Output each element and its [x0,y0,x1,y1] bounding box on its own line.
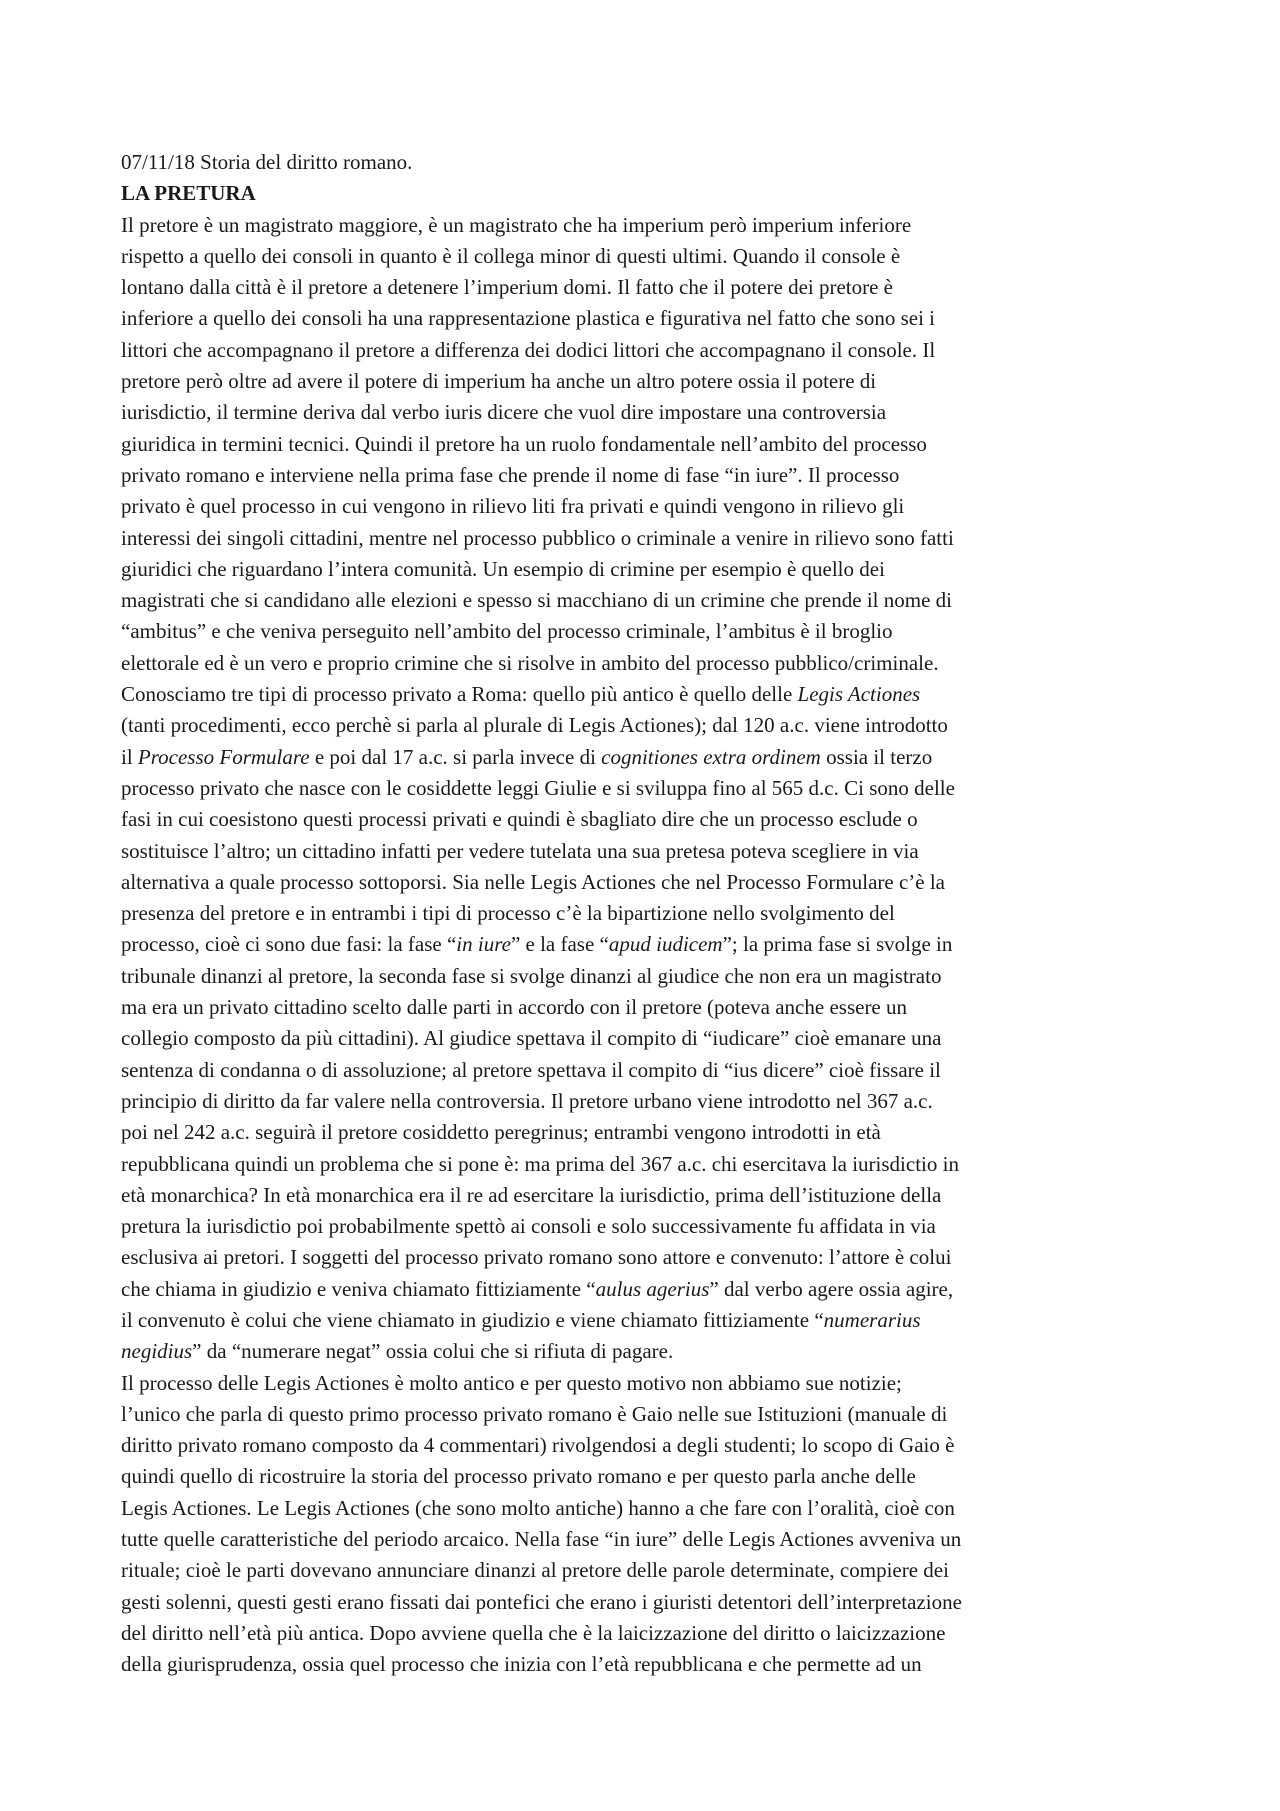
body-text: gesti solenni, questi gesti erano fissati dai pontefici che erano i giuristi detentori dell’interpretazione [121,1589,962,1614]
body-line [121,1336,1166,1367]
body-line [121,272,1166,303]
body-line [121,1493,1166,1524]
body-text: littori che accompagnano il pretore a differenza dei dodici littori che accompagnano il console. Il [121,337,936,362]
body-line [121,1368,1166,1399]
body-text: processo, cioè ci sono due fasi: la fase “ [121,932,457,957]
italic-text: aulus agerius [595,1276,710,1301]
body-line [121,460,1166,491]
body-line [121,335,1166,366]
body-text: rituale; cioè le parti dovevano annunciare dinanzi al pretore delle parole determinate, compiere dei [121,1558,949,1583]
italic-text: Processo Formulare [137,744,310,769]
body-text: ” e la fase “ [510,932,609,957]
body-line [121,1055,1166,1086]
body-text: l’unico che parla di questo primo processo privato romano è Gaio nelle sue Istituzioni (manuale di [121,1401,948,1426]
body-line [121,773,1166,804]
body-text: sostituisce l’altro; un cittadino infatti per vedere tutelata una sua pretesa poteva scegliere in via [121,838,919,863]
body-text: inferiore a quello dei consoli ha una rappresentazione plastica e figurativa nel fatto che sono sei i [121,306,936,331]
document-title: LA PRETURA [121,181,256,206]
document-body [121,210,1166,1681]
body-text: collegio composto da più cittadini). Al giudice spettava il compito di “iudicare” cioè emanare una [121,1026,942,1051]
body-line [121,961,1166,992]
body-text: iurisdictio, il termine deriva dal verbo iuris dicere che vuol dire impostare una controversia [121,400,887,425]
body-text: Conosciamo tre tipi di processo privato a Roma: quello più antico è quello delle [121,682,798,707]
body-text: repubblicana quindi un problema che si pone è: ma prima del 367 a.c. chi esercitava la iurisdictio in [121,1151,959,1176]
body-text: ossia il terzo [820,744,933,769]
body-text: interessi dei singoli cittadini, mentre nel processo pubblico o criminale a venire in rilievo sono fatti [121,525,954,550]
body-line [121,1555,1166,1586]
body-text: fasi in cui coesistono questi processi privati e quindi è sbagliato dire che un processo esclude o [121,807,918,832]
body-line [121,1305,1166,1336]
document-header: 07/11/18 Storia del diritto romano. [121,150,413,174]
body-text: tribunale dinanzi al pretore, la seconda fase si svolge dinanzi al giudice che non era un magistrato [121,963,942,988]
body-line [121,1461,1166,1492]
body-text: diritto privato romano composto da 4 commentari) rivolgendosi a degli studenti; lo scopo di Gaio è [121,1433,955,1458]
body-line [121,1149,1166,1180]
body-line [121,397,1166,428]
body-line [121,898,1166,929]
body-line [121,1211,1166,1242]
body-line [121,679,1166,710]
body-text: giuridici che riguardano l’intera comunità. Un esempio di crimine per esempio è quello dei [121,556,885,581]
body-text: (tanti procedimenti, ecco perchè si parla al plurale di Legis Actiones); dal 120 a.c. viene introdotto [121,713,948,738]
body-line [121,616,1166,647]
italic-text: negidius [121,1339,193,1364]
body-line [121,1399,1166,1430]
body-text: privato è quel processo in cui vengono in rilievo liti fra privati e quindi vengono in rilievo gli [121,494,905,519]
body-text: rispetto a quello dei consoli in quanto è il collega minor di questi ultimi. Quando il console è [121,243,901,268]
body-line [121,1180,1166,1211]
italic-text: Legis Actiones [797,682,921,707]
body-text: sentenza di condanna o di assoluzione; al pretore spettava il compito di “ius dicere” cioè fissare il [121,1057,941,1082]
italic-text: cognitiones extra ordinem [601,744,821,769]
body-text: pretore però oltre ad avere il potere di imperium ha anche un altro potere ossia il potere di [121,369,877,394]
body-line [121,710,1166,741]
italic-text: numerarius [823,1307,921,1332]
body-line [121,1430,1166,1461]
body-line [121,1618,1166,1649]
body-line [121,836,1166,867]
body-line [121,241,1166,272]
body-text: Il processo delle Legis Actiones è molto antico e per questo motivo non abbiamo sue notizie; [121,1370,902,1395]
body-text: che chiama in giudizio e veniva chiamato fittiziamente “ [121,1276,596,1301]
body-line [121,366,1166,397]
body-text: giuridica in termini tecnici. Quindi il pretore ha un ruolo fondamentale nell’ambito del processo [121,431,927,456]
body-line [121,1086,1166,1117]
body-line [121,303,1166,334]
body-line [121,491,1166,522]
body-text: principio di diritto da far valere nella controversia. Il pretore urbano viene introdotto nel 367 a.c. [121,1088,933,1113]
body-line [121,523,1166,554]
body-line [121,992,1166,1023]
body-line [121,1274,1166,1305]
body-text: Legis Actiones. Le Legis Actiones (che sono molto antiche) hanno a che fare con l’oralità, cioè con [121,1495,955,1520]
body-line [121,210,1166,241]
body-text: ” dal verbo agere ossia agire, [709,1276,954,1301]
body-text: del diritto nell’età più antica. Dopo avviene quella che è la laicizzazione del diritto o laicizzazione [121,1620,946,1645]
body-text: quindi quello di ricostruire la storia del processo privato romano e per questo parla anche delle [121,1464,916,1489]
italic-text: apud iudicem [608,932,723,957]
body-text: esclusiva ai pretori. I soggetti del processo privato romano sono attore e convenuto: l’attore è colui [121,1245,952,1270]
body-text: della giurisprudenza, ossia quel processo che inizia con l’età repubblicana e che permette ad un [121,1652,922,1677]
body-text: alternativa a quale processo sottoporsi. Sia nelle Legis Actiones che nel Processo Formulare c’è la [121,869,945,894]
body-text: processo privato che nasce con le cosiddette leggi Giulie e si sviluppa fino al 565 d.c. Ci sono delle [121,775,955,800]
body-line [121,1242,1166,1273]
body-text: il convenuto è colui che viene chiamato in giudizio e viene chiamato fittiziamente “ [121,1307,824,1332]
body-text: elettorale ed è un vero e proprio crimine che si risolve in ambito del processo pubblico/criminale. [121,650,939,675]
body-text: poi nel 242 a.c. seguirà il pretore cosiddetto peregrinus; entrambi vengono introdotti in età [121,1120,881,1145]
body-text: ma era un privato cittadino scelto dalle parti in accordo con il pretore (poteva anche essere un [121,995,908,1020]
body-line [121,585,1166,616]
body-text: tutte quelle caratteristiche del periodo arcaico. Nella fase “in iure” delle Legis Actiones avveniva un [121,1527,962,1552]
body-text: il [121,744,138,769]
body-text: età monarchica? In età monarchica era il re ad esercitare la iurisdictio, prima dell’istituzione della [121,1182,942,1207]
body-line [121,1587,1166,1618]
body-text: Il pretore è un magistrato maggiore, è un magistrato che ha imperium però imperium inferiore [121,212,912,237]
body-text: pretura la iurisdictio poi probabilmente spettò ai consoli e solo successivamente fu affidata in via [121,1214,936,1239]
body-text: ” da “numerare negat” ossia colui che si rifiuta di pagare. [192,1339,674,1364]
body-text: presenza del pretore e in entrambi i tipi di processo c’è la bipartizione nello svolgimento del [121,901,895,926]
body-line [121,429,1166,460]
body-text: lontano dalla città è il pretore a detenere l’imperium domi. Il fatto che il potere dei pretore è [121,275,894,300]
body-text: e poi dal 17 a.c. si parla invece di [309,744,602,769]
body-line [121,804,1166,835]
body-line [121,1023,1166,1054]
italic-text: in iure [456,932,511,957]
body-text: privato romano e interviene nella prima fase che prende il nome di fase “in iure”. Il processo [121,462,900,487]
body-line [121,1524,1166,1555]
body-line [121,648,1166,679]
body-line [121,867,1166,898]
document-page [121,147,1166,1681]
body-line [121,1117,1166,1148]
body-line [121,929,1166,960]
body-line [121,742,1166,773]
body-text: ”; la prima fase si svolge in [722,932,953,957]
body-line [121,1649,1166,1680]
body-text: “ambitus” e che veniva perseguito nell’ambito del processo criminale, l’ambitus è il broglio [121,619,893,644]
body-text: magistrati che si candidano alle elezioni e spesso si macchiano di un crimine che prende il nome di [121,588,952,613]
body-line [121,554,1166,585]
